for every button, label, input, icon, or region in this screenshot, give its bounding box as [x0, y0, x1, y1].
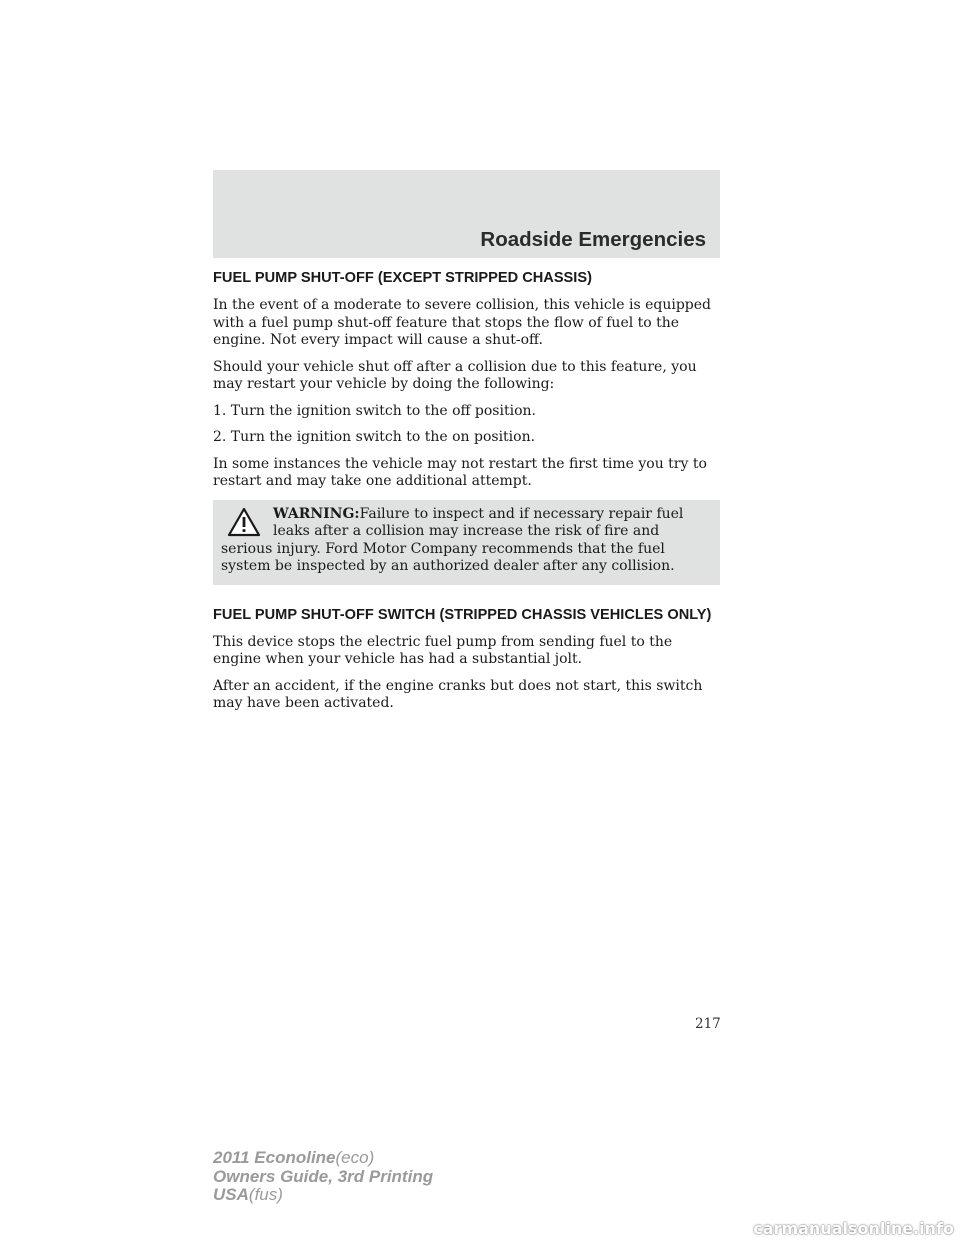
paragraph-collision: In the event of a moderate to severe collision, this vehicle is equipped with a fuel pump shut-off feature that stops the flow of fuel to the engine. Not every impact will cause a shut-off.	[213, 297, 711, 348]
warning-label: WARNING:	[273, 505, 360, 522]
section-header-bar	[213, 170, 720, 258]
paragraph-restart-attempt: In some instances the vehicle may not restart the first time you try to restart and may take one additional attempt.	[213, 455, 707, 489]
warning-body: Failure to inspect and if necessary repair fuel leaks after a collision may increase the risk of fire and serious injury. Ford Motor Company recommends that the fuel system be inspected by an authorized dealer after any collision.	[221, 505, 684, 574]
page-number: 217	[695, 1016, 721, 1032]
section-title: Roadside Emergencies	[480, 228, 706, 251]
footer-line-region	[213, 1186, 433, 1205]
watermark: carmanualsonline.info	[753, 1219, 954, 1238]
paragraph-switch-activated: After an accident, if the engine cranks but does not start, this switch may have been activated.	[213, 677, 703, 711]
warning-box	[213, 500, 720, 585]
footer-model: 2011 Econoline	[213, 1148, 336, 1167]
footer-model-code: (eco)	[335, 1148, 375, 1167]
heading-fuel-pump-shutoff: FUEL PUMP SHUT-OFF (EXCEPT STRIPPED CHASSIS)	[213, 270, 592, 286]
paragraph-switch-function: This device stops the electric fuel pump from sending fuel to the engine when your vehicle has had a substantial jolt.	[213, 633, 673, 667]
footer-line-guide	[213, 1168, 433, 1187]
paragraph-restart-intro: Should your vehicle shut off after a collision due to this feature, you may restart your vehicle by doing the following:	[213, 358, 697, 392]
footer-guide: Owners Guide, 3rd Printing	[213, 1166, 434, 1186]
footer-region: USA	[213, 1185, 249, 1204]
step-2: 2. Turn the ignition switch to the on position.	[213, 429, 536, 445]
warning-triangle-icon	[227, 507, 261, 537]
footer-region-code: (fus)	[248, 1185, 283, 1204]
footer-line-model	[213, 1149, 433, 1168]
footer-edition-info	[213, 1149, 433, 1205]
warning-text	[221, 506, 712, 576]
page-content	[213, 270, 723, 722]
heading-fuel-pump-switch: FUEL PUMP SHUT-OFF SWITCH (STRIPPED CHASSIS VEHICLES ONLY)	[213, 606, 712, 623]
step-1: 1. Turn the ignition switch to the off position.	[213, 402, 536, 419]
